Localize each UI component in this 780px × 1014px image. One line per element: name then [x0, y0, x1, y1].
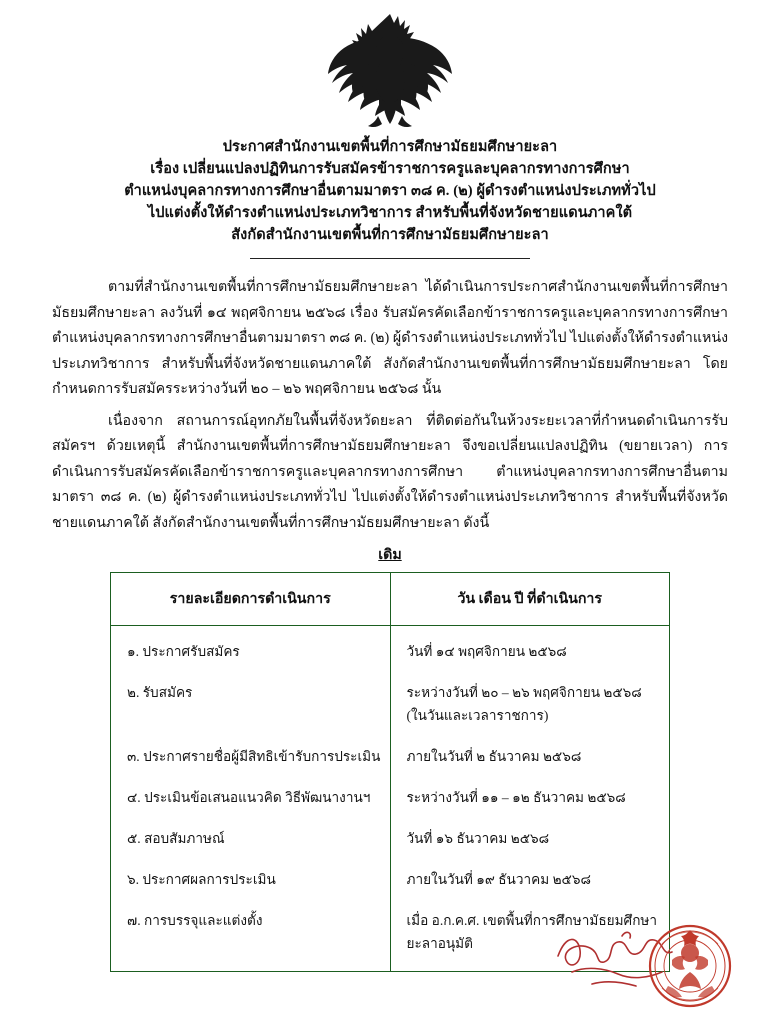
cell-date: [390, 777, 670, 818]
cell-detail: ๕. สอบสัมภาษณ์: [111, 818, 391, 859]
cell-date-main: ระหว่างวันที่ ๑๑ – ๑๒ ธันวาคม ๒๕๖๘: [406, 790, 626, 805]
table-row: [111, 859, 670, 900]
cell-date-main: เมื่อ อ.ก.ค.ศ. เขตพื้นที่การศึกษามัธยมศึกษายะลาอนุมัติ: [406, 913, 658, 951]
table-row: [111, 626, 670, 673]
paragraph-1: [52, 275, 728, 403]
column-header-date: วัน เดือน ปี ที่ดำเนินการ: [390, 573, 670, 626]
cell-detail: ๔. ประเมินข้อเสนอแนวคิด วิธีพัฒนางานฯ: [111, 777, 391, 818]
table-row: [111, 672, 670, 736]
cell-date: [390, 626, 670, 673]
cell-date: [390, 736, 670, 777]
heading-line-4: ไปแต่งตั้งให้ดำรงตำแหน่งประเภทวิชาการ สำหรับพื้นที่จังหวัดชายแดนภาคใต้: [147, 205, 633, 221]
garuda-emblem: [326, 12, 454, 130]
table-row: [111, 818, 670, 859]
heading-line-5: สังกัดสำนักงานเขตพื้นที่การศึกษามัธยมศึกษายะลา: [231, 227, 549, 243]
schedule-table-container: [52, 572, 728, 972]
cell-detail: ๑. ประกาศรับสมัคร: [111, 626, 391, 673]
document-body: [52, 275, 728, 536]
seal-icon: [634, 914, 746, 1010]
document-heading: [52, 136, 728, 259]
cell-date-main: วันที่ ๑๔ พฤศจิกายน ๒๕๖๘: [406, 644, 567, 659]
paragraph-2: [52, 409, 728, 537]
paragraph-1-text: ตามที่สำนักงานเขตพื้นที่การศึกษามัธยมศึกษายะลา ได้ดำเนินการประกาศสำนักงานเขตพื้นที่การศึกษามัธยมศึกษายะลา ลงวันที่ ๑๔ พฤศจิกายน ๒๕๖๘ เรื่อง รับสมัครคัดเลือกข้าราชการครูและบุคลากรทางการศึกษา ตำแหน่งบุคลากรทางการศึกษาอื่นตามมาตรา ๓๘ ค. (๒) ผู้ดำรงตำแหน่งประเภททั่วไป ไปแต่งตั้งให้ดำรงตำแหน่งประเภทวิชาการ สำหรับพื้นที่จังหวัดชายแดนภาคใต้ สังกัดสำนักงานเขตพื้นที่การศึกษามัธยมศึกษายะลา โดยกำหนดการรับสมัครระหว่างวันที่ ๒๐ – ๒๖ พฤศจิกายน ๒๕๖๘ นั้น: [52, 279, 728, 397]
heading-divider: [250, 258, 530, 259]
section-label: เดิม: [378, 547, 402, 563]
heading-line-3: ตำแหน่งบุคลากรทางการศึกษาอื่นตามมาตรา ๓๘ ค. (๒) ผู้ดำรงตำแหน่งประเภททั่วไป: [124, 183, 656, 199]
schedule-table-body: [111, 626, 670, 972]
cell-date-main: ภายในวันที่ ๑๙ ธันวาคม ๒๕๖๘: [406, 872, 591, 887]
cell-date-main: วันที่ ๑๖ ธันวาคม ๒๕๖๘: [406, 831, 550, 846]
cell-date: [390, 818, 670, 859]
emblem-container: [52, 12, 728, 134]
heading-line-2: เรื่อง เปลี่ยนแปลงปฏิทินการรับสมัครข้าราชการครูและบุคลากรทางการศึกษา: [150, 161, 630, 177]
cell-date: [390, 672, 670, 736]
paragraph-2-text: เนื่องจาก สถานการณ์อุทกภัยในพื้นที่จังหวัดยะลา ที่ติดต่อกันในห้วงระยะเวลาที่กำหนดดำเนินการรับสมัครฯ ด้วยเหตุนี้ สำนักงานเขตพื้นที่การศึกษามัธยมศึกษายะลา จึงขอเปลี่ยนแปลงปฏิทิน (ขยายเวลา) การดำเนินการรับสมัครคัดเลือกข้าราชการครูและบุคลากรทางการศึกษา ตำแหน่งบุคลากรทางการศึกษาอื่นตามมาตรา ๓๘ ค. (๒) ผู้ดำรงตำแหน่งประเภททั่วไป ไปแต่งตั้งให้ดำรงตำแหน่งประเภทวิชาการ สำหรับพื้นที่จังหวัดชายแดนภาคใต้ สังกัดสำนักงานเขตพื้นที่การศึกษามัธยมศึกษายะลา ดังนี้: [52, 412, 728, 531]
official-red-seal: [634, 914, 746, 1010]
cell-detail: ๓. ประกาศรายชื่อผู้มีสิทธิเข้ารับการประเมิน: [111, 736, 391, 777]
heading-line-1: ประกาศสำนักงานเขตพื้นที่การศึกษามัธยมศึกษายะลา: [222, 139, 558, 155]
cell-date-main: ระหว่างวันที่ ๒๐ – ๒๖ พฤศจิกายน ๒๕๖๘: [406, 685, 642, 700]
table-header-row: [111, 573, 670, 626]
cell-date-main: ภายในวันที่ ๒ ธันวาคม ๒๕๖๘: [406, 749, 582, 764]
section-label-row: [52, 544, 728, 566]
cell-detail: ๒. รับสมัคร: [111, 672, 391, 736]
cell-detail: ๗. การบรรจุและแต่งตั้ง: [111, 900, 391, 972]
column-header-detail: รายละเอียดการดำเนินการ: [111, 573, 391, 626]
schedule-table: [110, 572, 670, 972]
cell-date-sub: (ในวันและเวลาราชการ): [406, 708, 549, 723]
table-row: [111, 736, 670, 777]
cell-date: [390, 859, 670, 900]
cell-detail: ๖. ประกาศผลการประเมิน: [111, 859, 391, 900]
schedule-table-head: [111, 573, 670, 626]
table-row: [111, 777, 670, 818]
